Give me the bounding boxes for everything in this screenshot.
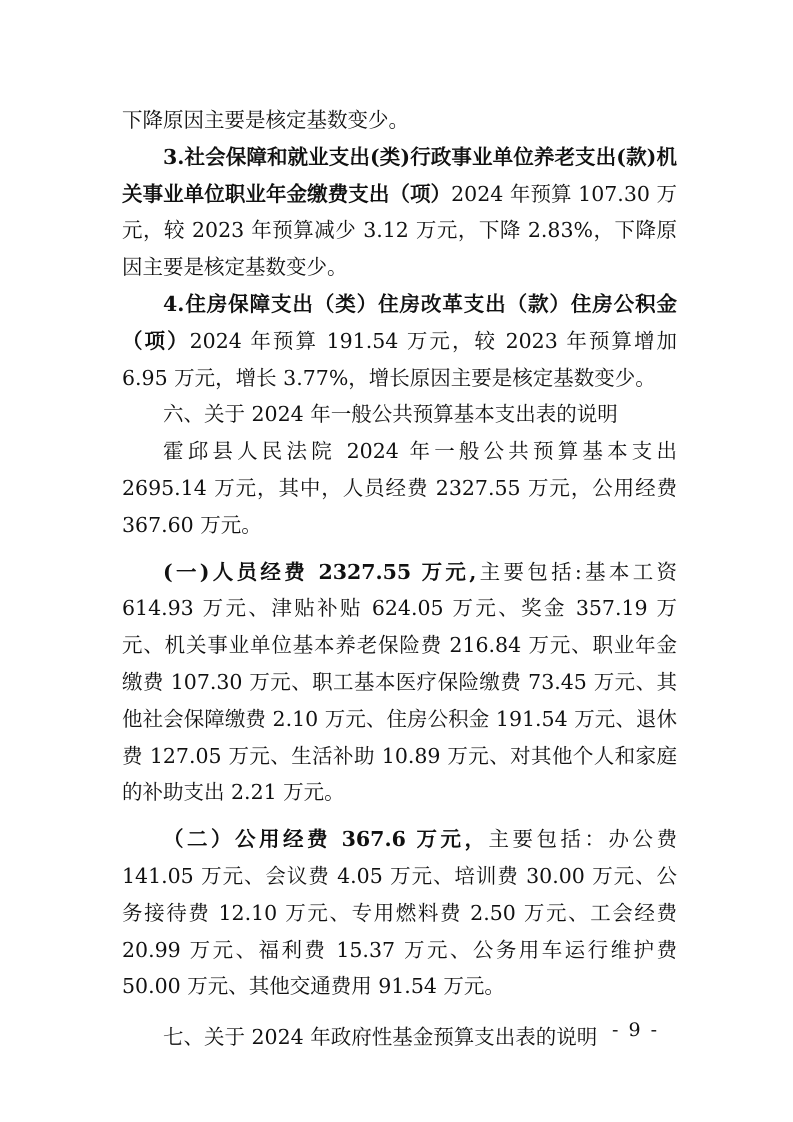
item-text: 2024 年预算 191.54 万元，较 2023 年预算增加 6.95 万元，增长 3.77%，增长原因主要是核定基数变少。: [122, 328, 678, 390]
item-text: 主要包括:基本工资 614.93 万元、津贴补贴 624.05 万元、奖金 357.19 万元、机关事业单位基本养老保险费 216.84 万元、职业年金缴费 107.30 万元、职工基本医疗保险缴费 73.45 万元、其他社会保障缴费 2.10 万元、住房公积金 191.54 万元、退休费 127.05 万元、生活补助 10.89 万元、对其他个人和家庭的补助支出 2.21 万元。: [122, 559, 678, 805]
paragraph-personnel-costs: [122, 554, 677, 812]
paragraph-item-4: [122, 286, 677, 396]
page-number: - 9 -: [612, 1019, 660, 1041]
section-heading-text: 七、关于 2024 年政府性基金预算支出表的说明: [163, 1025, 598, 1050]
item-text: 2024 年预算 107.30 万元，较 2023 年预算减少 3.12 万元，下降 2.83%，下降原因主要是核定基数变少。: [122, 181, 677, 280]
paragraph-public-costs: [122, 821, 677, 1005]
item-text: 主要包括：办公费 141.05 万元、会议费 4.05 万元、培训费 30.00 万元、公务接待费 12.10 万元、专用燃料费 2.50 万元、工会经费 20.99 万元、福利费 15.37 万元、公务用车运行维护费 50.00 万元、其他交通费用 91.54 万元。: [122, 827, 678, 999]
section-heading-6: [122, 396, 677, 433]
paragraph-continuation: [122, 102, 677, 139]
paragraph-text: 下降原因主要是核定基数变少。: [122, 108, 409, 132]
item-heading: 4.住房保障支出（类）住房改革支出（款）住房公积金（项）: [122, 291, 677, 353]
body-text: [122, 102, 677, 1056]
paragraph-summary: [122, 433, 677, 543]
section-heading-text: 六、关于 2024 年一般公共预算基本支出表的说明: [163, 402, 618, 427]
paragraph-text: 霍邱县人民法院 2024 年一般公共预算基本支出 2695.14 万元，其中，人员经费 2327.55 万元，公用经费 367.60 万元。: [122, 439, 677, 537]
item-heading: (一)人员经费 2327.55 万元,: [163, 559, 477, 584]
item-heading: （二）公用经费 367.6 万元，: [163, 827, 489, 852]
item-heading: 3.社会保障和就业支出(类)行政事业单位养老支出(款)机关事业单位职业年金缴费支出（项）: [122, 144, 677, 206]
section-heading-7: [122, 1019, 677, 1056]
paragraph-item-3: [122, 139, 677, 286]
